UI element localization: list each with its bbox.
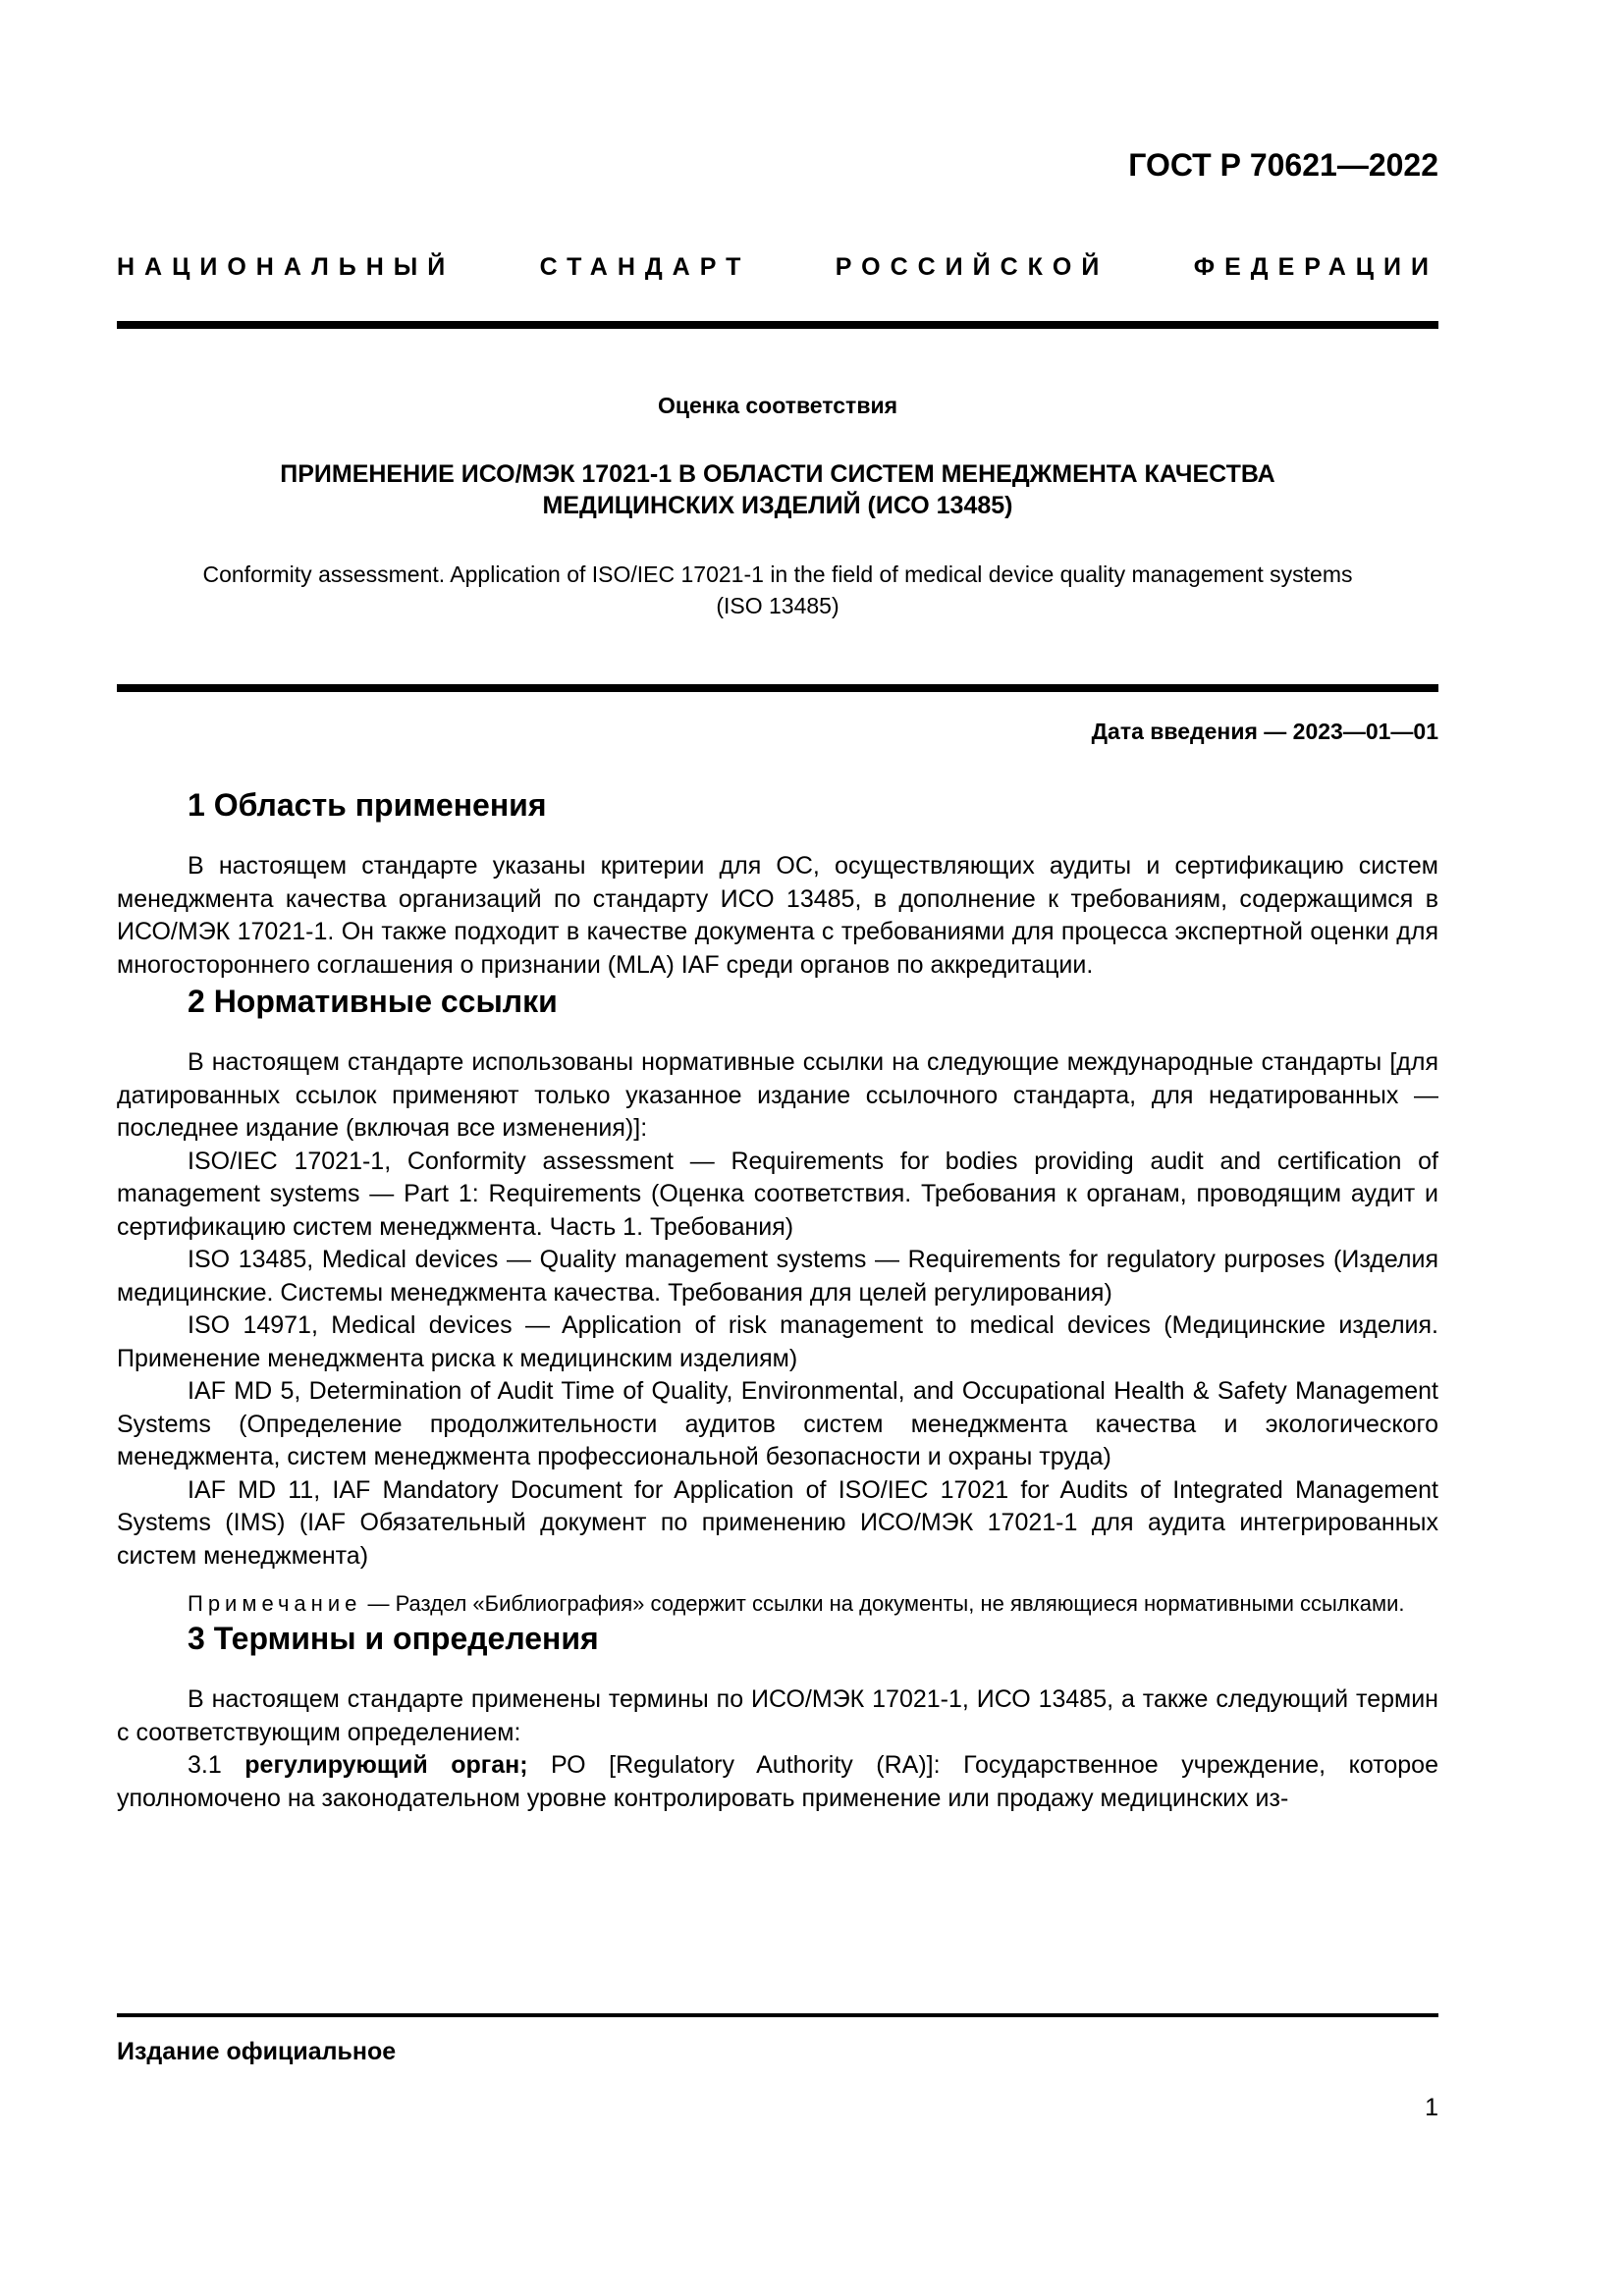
document-body bbox=[117, 785, 1438, 1815]
reference-item: ISO 14971, Medical devices — Application of risk management to medical devices (Медицинские изделия. Применение менеджмента риска к медицинским изделиям) bbox=[117, 1311, 1438, 1372]
reference-item: IAF MD 5, Determination of Audit Time of Quality, Environmental, and Occupational Health & Safety Management Systems (Определение продолжительности аудитов систем менеджмента качества и экологического менеджмента, систем менеджмента профессиональной безопасности и охраны труда) bbox=[117, 1377, 1438, 1470]
note-text: — Раздел «Библиография» содержит ссылки на документы, не являющиеся нормативными ссылками. bbox=[361, 1591, 1405, 1616]
term-3-1 bbox=[117, 1749, 1438, 1815]
national-standard-banner: НАЦИОНАЛЬНЫЙ СТАНДАРТ РОССИЙСКОЙ ФЕДЕРАЦИИ bbox=[117, 253, 1438, 281]
main-title-line-1: ПРИМЕНЕНИЕ ИСО/МЭК 17021-1 В ОБЛАСТИ СИСТЕМ МЕНЕДЖМЕНТА КАЧЕСТВА bbox=[280, 460, 1275, 488]
main-title-line-2: МЕДИЦИНСКИХ ИЗДЕЛИЙ (ИСО 13485) bbox=[542, 492, 1013, 519]
english-title-line-1: Conformity assessment. Application of ISO/IEC 17021-1 in the field of medical device quality management systems bbox=[202, 561, 1353, 587]
section-2-intro: В настоящем стандарте использованы нормативные ссылки на следующие международные стандарты [для датированных ссылок применяют только указанное издание ссылочного стандарта, для недатированных — последнее издание (включая все изменения)]: bbox=[117, 1048, 1438, 1142]
title-block bbox=[117, 393, 1438, 621]
section-2-heading: 2 Нормативные ссылки bbox=[188, 984, 558, 1019]
reference-item: IAF MD 11, IAF Mandatory Document for Application of ISO/IEC 17021 for Audits of Integrated Management Systems (IMS) (IAF Обязательный документ по применению ИСО/МЭК 17021-1 для аудита интегрированных систем менеджмента) bbox=[117, 1475, 1438, 1570]
term-definition: РО [Regulatory Authority (RA)]: Государственное учреждение, которое уполномочено на законодательном уровне контролировать применение или продажу медицинских из- bbox=[117, 1751, 1438, 1812]
reference-item: ISO/IEC 17021-1, Conformity assessment — Requirements for bodies providing audit and certification of management systems — Part 1: Requirements (Оценка соответствия. Требования к органам, проводящим аудит и сертификацию систем менеджмента. Часть 1. Требования) bbox=[117, 1147, 1438, 1241]
note-label: Примечание bbox=[188, 1591, 362, 1616]
page-number: 1 bbox=[1425, 2094, 1438, 2121]
main-title bbox=[117, 458, 1438, 521]
official-edition-label: Издание официальное bbox=[117, 2038, 397, 2065]
term-number: 3.1 bbox=[188, 1751, 245, 1779]
section-3-intro: В настоящем стандарте применены термины по ИСО/МЭК 17021-1, ИСО 13485, а также следующий термин с соответствующим определением: bbox=[117, 1685, 1438, 1746]
bottom-rule bbox=[117, 2013, 1438, 2017]
reference-item: ISO 13485, Medical devices — Quality management systems — Requirements for regulatory purposes (Изделия медицинские. Системы менеджмента качества. Требования для целей регулирования) bbox=[117, 1246, 1438, 1307]
introduction-date: Дата введения — 2023—01—01 bbox=[1091, 719, 1438, 744]
english-title bbox=[117, 559, 1438, 621]
series-title: Оценка соответствия bbox=[657, 393, 898, 418]
middle-rule bbox=[117, 684, 1438, 692]
top-rule bbox=[117, 321, 1438, 329]
english-title-line-2: (ISO 13485) bbox=[716, 593, 839, 618]
section-1-heading: 1 Область применения bbox=[188, 787, 547, 823]
section-3-heading: 3 Термины и определения bbox=[188, 1621, 599, 1656]
section-2-note bbox=[117, 1588, 1438, 1619]
standard-number: ГОСТ Р 70621—2022 bbox=[1128, 147, 1438, 183]
section-1-paragraph: В настоящем стандарте указаны критерии для ОС, осуществляющих аудиты и сертификацию систем менеджмента качества организаций по стандарту ИСО 13485, в дополнение к требованиям, содержащимся в ИСО/МЭК 17021-1. Он также подходит в качестве документа с требованиями для процесса экспертной оценки для многостороннего соглашения о признании (MLA) IAF среди органов по аккредитации. bbox=[117, 852, 1438, 979]
term-name: регулирующий орган; bbox=[244, 1751, 528, 1779]
